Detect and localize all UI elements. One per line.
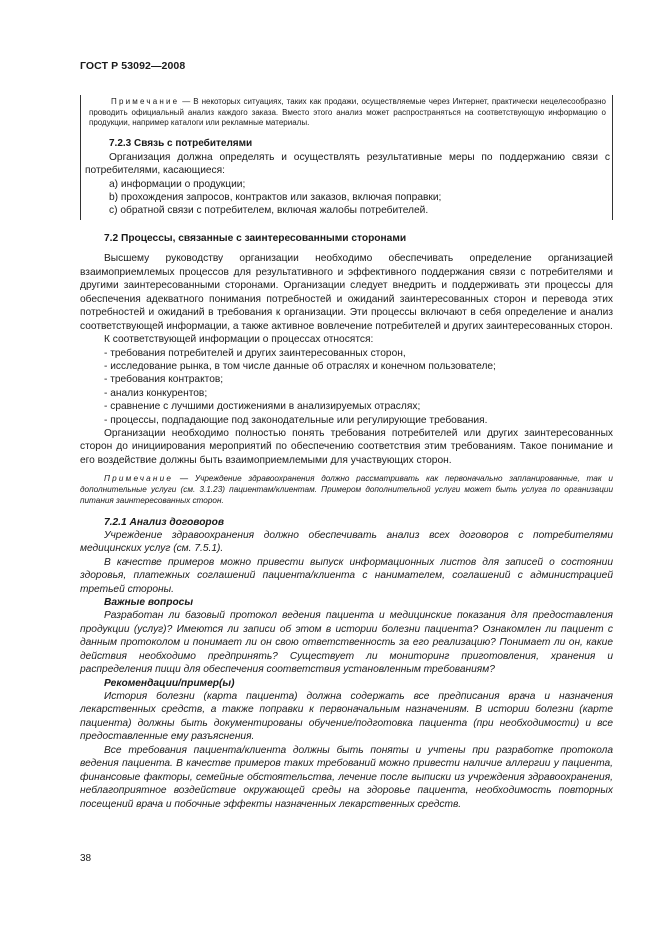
section-723-item: с) обратной связи с потребителем, включая жалобы потребителей. <box>109 205 429 217</box>
recommendations-para1: История болезни (карта пациента) должна содержать все предписания врача и назначения лекарственных средств, а также поправки к первоначальным назначениям. В истории болезни (карте пациента) должны быть документированы обучение/подготовка пациента (при необходимости) и все предоставленные ему разъяснения. <box>80 690 613 743</box>
section-723-item: b) прохождения запросов, контрактов или заказов, включая поправки; <box>109 191 442 203</box>
boxed-note <box>85 97 610 129</box>
questions-text: Разработан ли базовый протокол ведения пациента и медицинские показания для предоставления продукции (услуг)? Имеются ли записи об этом в истории болезни пациента? Ознакомлен ли пациент с данным протоколом и понимает ли он свою ответственность за его реализацию? Понимает ли он, какие действия необходимо предпринять? Существует ли мониторинг приготовления, хранения и распределения пищи для обеспечения соответствия установленным требованиям? <box>80 610 613 676</box>
section-72-item: - сравнение с лучшими достижениями в анализируемых отраслях; <box>104 401 421 413</box>
boxed-note-lead <box>89 97 606 129</box>
section-721-title: 7.2.1 Анализ договоров <box>104 516 225 528</box>
section-72-item: - процессы, подпадающие под законодательные или регулирующие требования. <box>104 414 488 426</box>
section-72-note-label: Примечание <box>104 474 174 484</box>
section-72-title: 7.2 Процессы, связанные с заинтересованными сторонами <box>104 233 407 244</box>
recommendations-para2: Все требования пациента/клиента должны быть поняты и учтены при разработке протокола ведения пациента. В качестве примеров таких требований можно привести наличие аллергии у пациента, финансовые факторы, семейные обстоятельства, лечение после выписки из учреждения здравоохранения, неблагоприятное воздействие окружающей среды на здоровье пациента, необходимость повторных посещений врача и побочные эффекты назначенных лекарственных средств. <box>80 744 613 810</box>
boxed-note-label: Примечание <box>111 97 180 106</box>
page-number: 38 <box>80 853 92 864</box>
section-72-para2: Организации необходимо полностью понять требования потребителей или других заинтересованных сторон до инициирования мероприятий по обеспечению соответствия этим требованиям. Такое понимание и его воздействие должны быть взаимоприемлемыми для участвующих сторон. <box>80 427 613 466</box>
section-72-list-intro: К соответствующей информации о процессах относятся: <box>104 334 374 345</box>
section-72-item: - требования контрактов; <box>104 374 224 386</box>
boxed-section-body <box>81 95 614 218</box>
section-723-title: 7.2.3 Связь с потребителями <box>109 137 253 149</box>
document-header: ГОСТ Р 53092—2008 <box>80 60 186 72</box>
section-72-note <box>80 474 613 506</box>
main-content <box>80 232 613 811</box>
boxed-section <box>80 95 613 220</box>
section-723-item: а) информации о продукции; <box>109 178 246 190</box>
section-721-para2: В качестве примеров можно привести выпуск информационных листов для записей о состоянии здоровья, платежных соглашений пациента/клиента с нанимателем, соглашений с администрацией третьей стороны. <box>80 556 613 595</box>
recommendations-title: Рекомендации/пример(ы) <box>104 677 235 689</box>
questions-title: Важные вопросы <box>104 597 194 609</box>
section-721-para1: Учреждение здравоохранения должно обеспечивать анализ всех договоров с потребителями медицинских услуг (см. 7.5.1). <box>80 529 613 555</box>
section-72-item: - анализ конкурентов; <box>104 387 208 399</box>
boxed-note-text: — В некоторых ситуациях, таких как продажи, осуществляемые через Интернет, практически нецелесообразно проводить официальный анализ каждого заказа. Вместо этого анализ может распространяться на соответствующую информацию о продукции, например каталоги или рекламные материалы. <box>89 97 606 127</box>
section-72-note-text: — Учреждение здравоохранения должно рассматривать как первоначально запланированные, так и дополнительные услуги (см. 3.1.23) пациентам/клиентам. Примером дополнительной услуги может быть услуга по организации питания заинтересованных сторон. <box>80 474 613 506</box>
section-723-intro: Организация должна определять и осуществлять результативные меры по поддержанию связи с потребителями, касающиеся: <box>85 151 610 176</box>
section-72-item: - требования потребителей и других заинтересованных сторон, <box>104 347 406 359</box>
section-72-item: - исследование рынка, в том числе данные об отраслях и конечном пользователе; <box>104 360 496 372</box>
section-72-para1: Высшему руководству организации необходимо обеспечивать определение организацией взаимоприемлемых процессов для результативного и эффективного поддержания связи с потребителями и другими заинтересованными сторонами. Организации следует внедрить и поддерживать эти процессы для обеспечения адекватного понимания потребностей и ожиданий заинтересованных сторон и перевода этих потребностей и ожиданий в требования к организации. Эти процессы включают в себя определение и анализ соответствующей информации, а также активное вовлечение потребителей и других заинтересованных сторон. <box>80 253 613 332</box>
